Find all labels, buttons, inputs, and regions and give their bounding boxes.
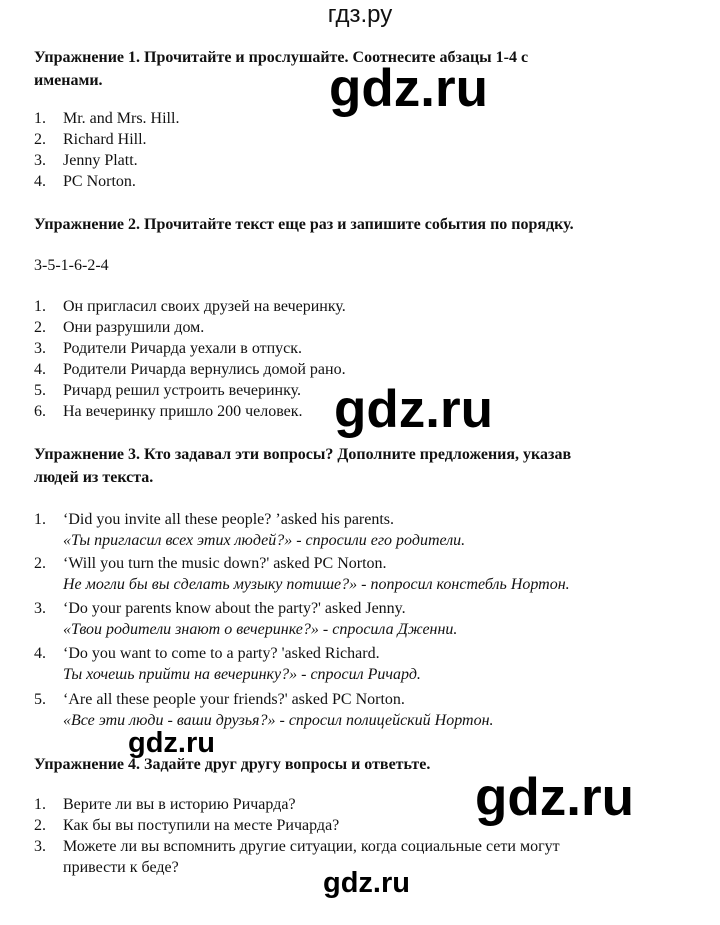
exercise-2-answer: 3-5-1-6-2-4 — [34, 257, 109, 274]
watermark: gdz.ru — [329, 59, 488, 118]
question-item: 3. ‘Do your parents know about the party?' asked Jenny. — [34, 600, 406, 617]
question-translation: «Твои родители знают о вечеринке?» - спросила Дженни. — [63, 621, 458, 638]
exercise-3-heading-line1: Упражнение 3. Кто задавал эти вопросы? Дополните предложения, указав — [34, 446, 572, 463]
question-item: 5. ‘Are all these people your friends?' asked PC Norton. — [34, 691, 405, 708]
question-translation: «Все эти люди - ваши друзья?» - спросил полицейский Нортон. — [63, 712, 494, 729]
question-item: 4. ‘Do you want to come to a party? 'asked Richard. — [34, 645, 380, 662]
list-item: 3. Jenny Platt. — [34, 152, 138, 169]
list-item: 1. Верите ли вы в историю Ричарда? — [34, 796, 296, 813]
question-item: 2. ‘Will you turn the music down?' asked PC Norton. — [34, 555, 387, 572]
list-item: 1. Mr. and Mrs. Hill. — [34, 110, 180, 127]
exercise-4-heading: Упражнение 4. Задайте друг другу вопросы и ответьте. — [34, 756, 431, 773]
list-item: 4. PC Norton. — [34, 173, 136, 190]
list-item: 3. Можете ли вы вспомнить другие ситуации, когда социальные сети могут — [34, 838, 560, 855]
exercise-3-heading-line2: людей из текста. — [34, 469, 154, 486]
watermark: gdz.ru — [323, 867, 410, 899]
list-item: 2. Они разрушили дом. — [34, 319, 205, 336]
site-title: гдз.ру — [327, 1, 393, 28]
list-item: 2. Richard Hill. — [34, 131, 147, 148]
watermark: gdz.ru — [334, 380, 493, 439]
list-item: 2. Как бы вы поступили на месте Ричарда? — [34, 817, 340, 834]
question-translation: Не могли бы вы сделать музыку потише?» - попросил констебль Нортон. — [63, 576, 570, 593]
list-item: 3. Родители Ричарда уехали в отпуск. — [34, 340, 303, 357]
list-item-continuation: привести к беде? — [63, 859, 179, 876]
list-item: 4. Родители Ричарда вернулись домой рано. — [34, 361, 346, 378]
watermark: gdz.ru — [475, 768, 634, 827]
list-item: 6. На вечеринку пришло 200 человек. — [34, 403, 303, 420]
watermark: gdz.ru — [128, 727, 215, 759]
question-translation: «Ты пригласил всех этих людей?» - спросили его родители. — [63, 532, 466, 549]
question-item: 1. ‘Did you invite all these people? ’asked his parents. — [34, 511, 395, 528]
exercise-2-heading: Упражнение 2. Прочитайте текст еще раз и запишите события по порядку. — [34, 216, 574, 233]
question-translation: Ты хочешь прийти на вечеринку?» - спросил Ричард. — [63, 666, 421, 683]
list-item: 5. Ричард решил устроить вечеринку. — [34, 382, 302, 399]
exercise-1-heading-line2: именами. — [34, 72, 103, 89]
exercise-1-heading-line1: Упражнение 1. Прочитайте и прослушайте. Соотнесите абзацы 1-4 с — [34, 49, 529, 66]
list-item: 1. Он пригласил своих друзей на вечеринку. — [34, 298, 346, 315]
